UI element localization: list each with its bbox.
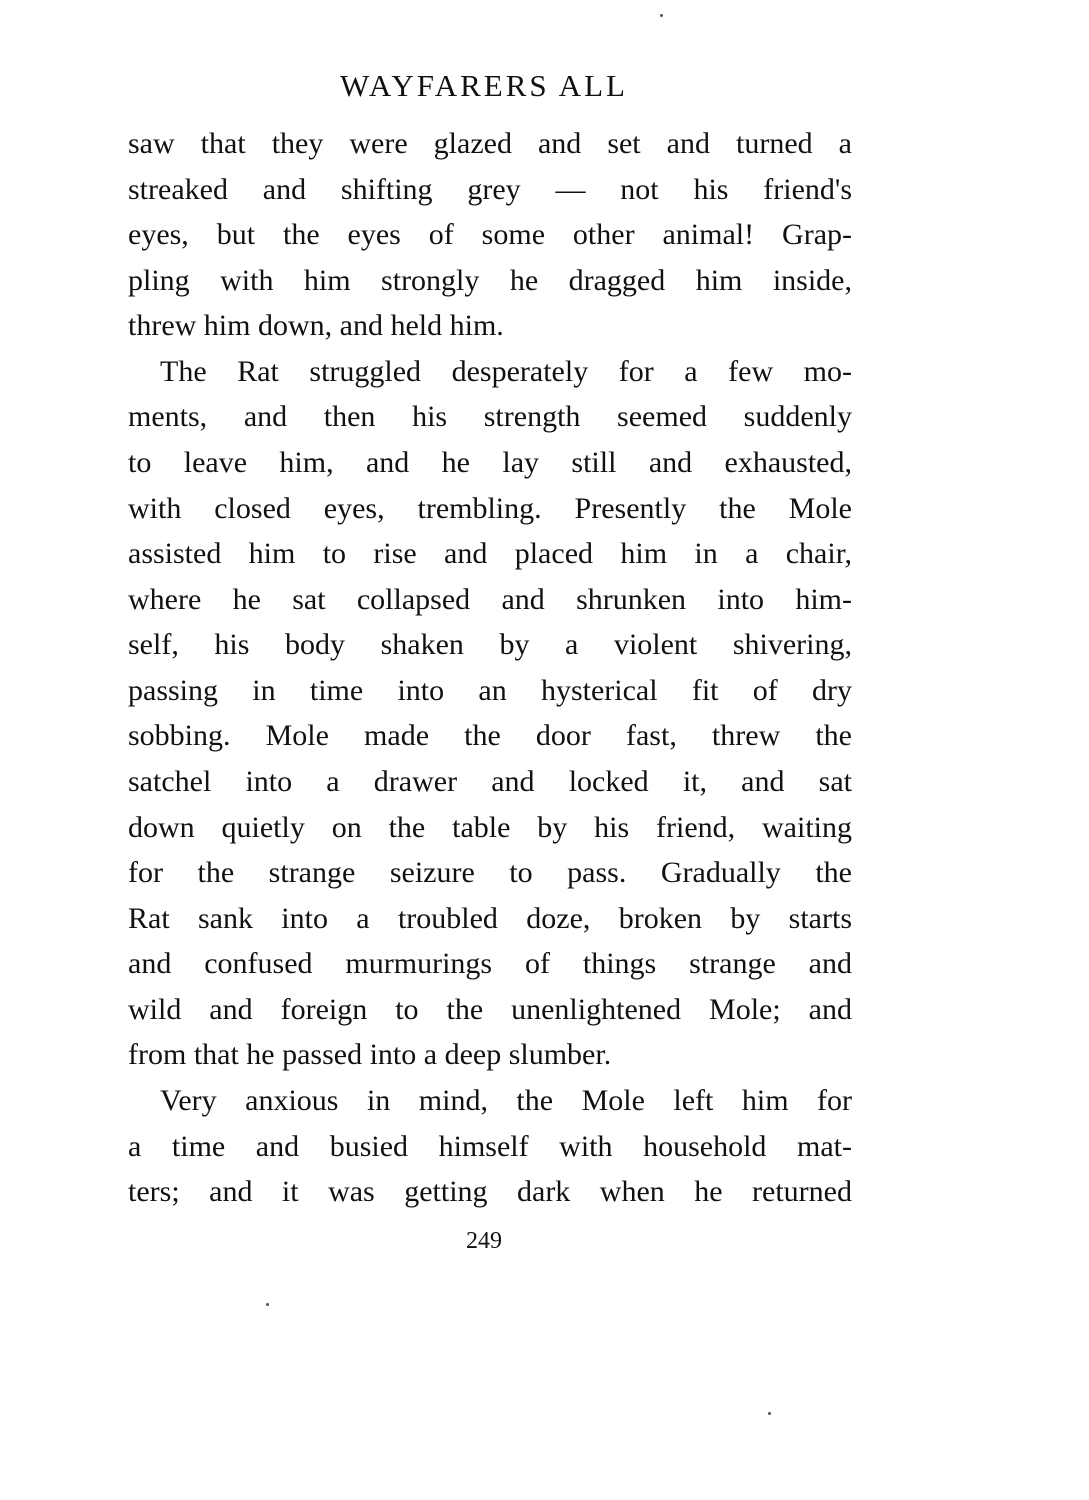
text-line: ters; and it was getting dark when he returned xyxy=(128,1175,852,1209)
text-line: and confused murmurings of things strange and xyxy=(128,947,852,981)
text-line: satchel into a drawer and locked it, and sat xyxy=(128,764,852,798)
text-line: streaked and shifting grey — not his friend's xyxy=(128,172,852,206)
text-line: passing in time into an hysterical fit of dry xyxy=(128,673,852,707)
text-line: Very anxious in mind, the Mole left him for xyxy=(160,1083,852,1117)
text-line: where he sat collapsed and shrunken into him- xyxy=(128,582,852,616)
text-line: to leave him, and he lay still and exhausted, xyxy=(128,445,852,479)
text-line: wild and foreign to the unenlightened Mole; and xyxy=(128,992,852,1026)
text-line: sobbing. Mole made the door fast, threw the xyxy=(128,719,852,753)
text-line: for the strange seizure to pass. Gradually the xyxy=(128,856,852,890)
text-line: a time and busied himself with household mat- xyxy=(128,1129,852,1163)
scan-speck xyxy=(660,14,663,17)
text-line: saw that they were glazed and set and turned a xyxy=(128,127,852,160)
text-line: Rat sank into a troubled doze, broken by starts xyxy=(128,901,852,935)
text-line: from that he passed into a deep slumber. xyxy=(128,1038,612,1072)
scan-speck xyxy=(266,1303,269,1306)
text-line: threw him down, and held him. xyxy=(128,309,504,343)
text-line: assisted him to rise and placed him in a chair, xyxy=(128,537,852,571)
text-line: self, his body shaken by a violent shivering, xyxy=(128,628,852,662)
scan-speck xyxy=(768,1412,771,1415)
text-line: eyes, but the eyes of some other animal! Grap- xyxy=(128,218,852,252)
running-header: WAYFARERS ALL xyxy=(340,68,628,103)
page-number: 249 xyxy=(466,1228,502,1254)
text-line: down quietly on the table by his friend, waiting xyxy=(128,810,852,844)
text-line: ments, and then his strength seemed suddenly xyxy=(128,400,852,434)
text-line: with closed eyes, trembling. Presently the Mole xyxy=(128,491,852,525)
text-line: The Rat struggled desperately for a few mo- xyxy=(160,354,852,388)
text-line: pling with him strongly he dragged him inside, xyxy=(128,263,852,297)
